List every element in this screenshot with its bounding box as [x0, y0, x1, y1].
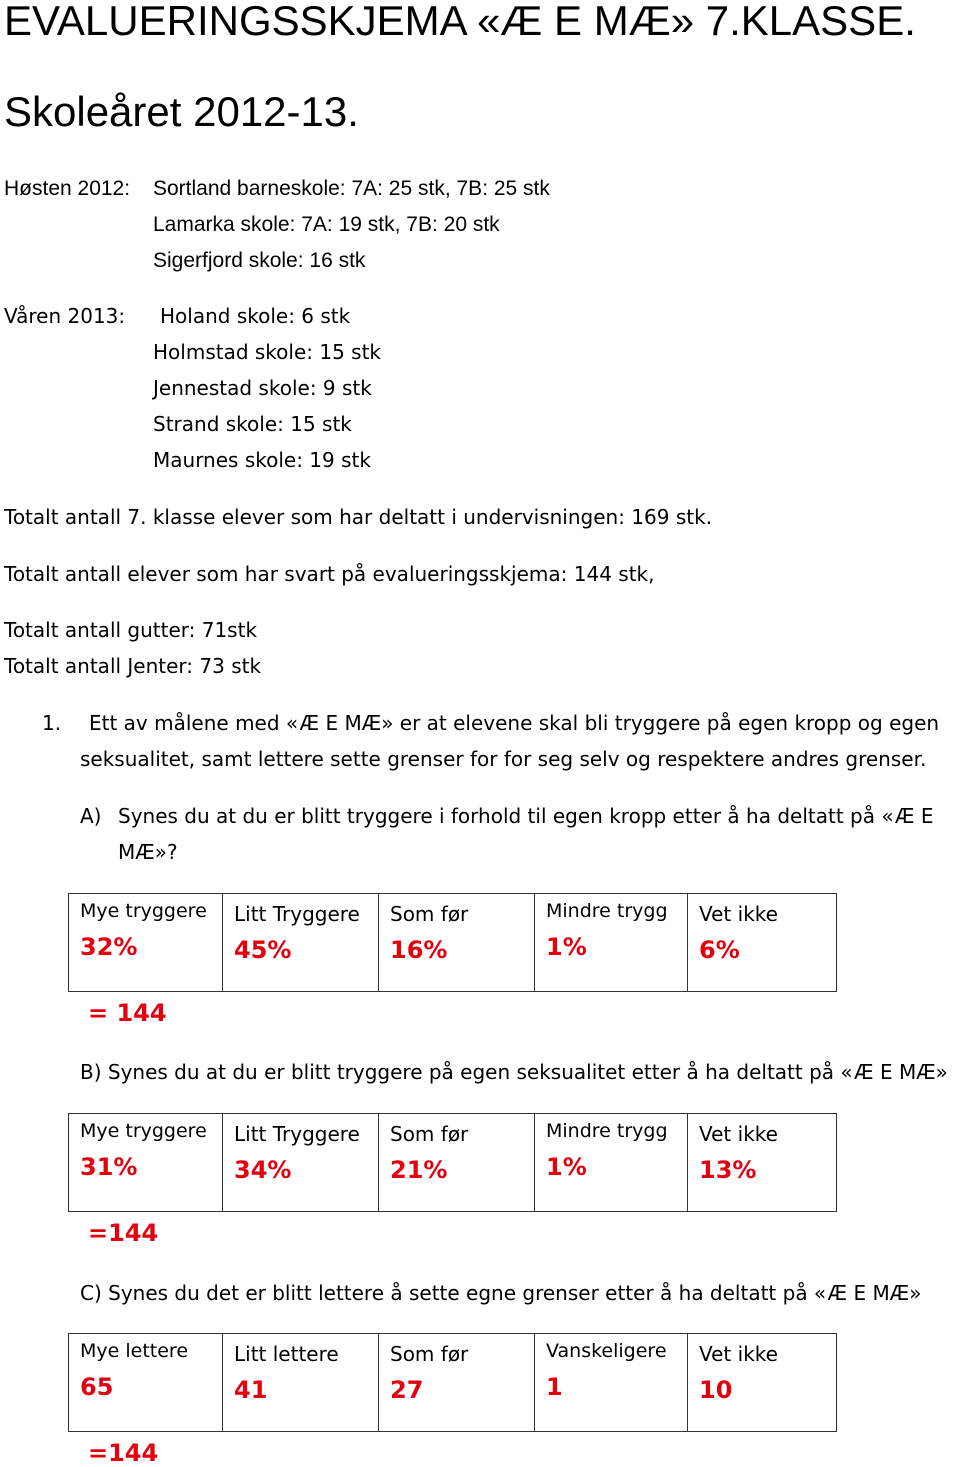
result-cell: [379, 1334, 535, 1432]
answer-value: 65: [80, 1373, 114, 1401]
result-cell: [69, 1114, 223, 1212]
result-cell: [223, 894, 379, 992]
answer-value: 31%: [80, 1153, 138, 1181]
answer-option-label: Vet ikke: [699, 902, 778, 926]
sub-question-a-text: Synes du at du er blitt tryggere i forhold til egen kropp etter å ha deltatt på «Æ E: [118, 804, 934, 828]
answer-option-label: Litt Tryggere: [234, 902, 360, 926]
answer-option-label: Litt Tryggere: [234, 1122, 360, 1146]
school-list-item: Sortland barneskole: 7A: 25 stk, 7B: 25 stk: [153, 177, 550, 200]
result-cell: [223, 1114, 379, 1212]
answer-value: 21%: [390, 1156, 448, 1184]
answer-option-label: Mindre trygg: [546, 900, 668, 922]
answer-value: 1: [546, 1373, 563, 1401]
school-list-item: Holand skole: 6 stk: [160, 304, 351, 328]
result-cell: [223, 1334, 379, 1432]
autumn-label: Høsten 2012:: [4, 177, 131, 200]
answer-value: 32%: [80, 933, 138, 961]
answer-option-label: Litt lettere: [234, 1342, 339, 1366]
result-cell: [688, 894, 837, 992]
sub-question-c-text: C) Synes du det er blitt lettere å sette egne grenser etter å ha deltatt på «Æ E MÆ»: [80, 1281, 922, 1305]
total-girls: Totalt antall Jenter: 73 stk: [4, 654, 262, 678]
total-answered: Totalt antall elever som har svart på evalueringsskjema: 144 stk,: [4, 562, 655, 586]
result-cell: [69, 1334, 223, 1432]
question-text-line: Ett av målene med «Æ E MÆ» er at elevene skal bli tryggere på egen kropp og egen: [89, 711, 940, 735]
spring-label: Våren 2013:: [4, 304, 126, 328]
sub-question-b-text: B) Synes du at du er blitt tryggere på egen seksualitet etter å ha deltatt på «Æ E MÆ»: [80, 1060, 948, 1084]
respondent-total: =144: [88, 1439, 159, 1467]
answer-value: 45%: [234, 936, 292, 964]
answer-value: 1%: [546, 933, 587, 961]
result-cell: [535, 1114, 688, 1212]
school-list-item: Lamarka skole: 7A: 19 stk, 7B: 20 stk: [153, 213, 500, 236]
answer-value: 27: [390, 1376, 424, 1404]
answer-value: 34%: [234, 1156, 292, 1184]
answer-option-label: Mye tryggere: [80, 1120, 207, 1142]
answer-value: 6%: [699, 936, 740, 964]
answer-option-label: Mye lettere: [80, 1340, 189, 1362]
answer-option-label: Vanskeligere: [546, 1340, 667, 1362]
answer-value: 10: [699, 1376, 733, 1404]
result-cell: [535, 1334, 688, 1432]
question-text-line: seksualitet, samt lettere sette grenser for for seg selv og respektere andres grenser.: [80, 747, 927, 771]
school-list-item: Jennestad skole: 9 stk: [153, 376, 372, 400]
school-list-item: Sigerfjord skole: 16 stk: [153, 249, 366, 272]
result-cell: [379, 894, 535, 992]
results-table-a: [68, 893, 837, 992]
question-number: 1.: [42, 711, 62, 735]
sub-question-a-text: MÆ»?: [118, 840, 178, 864]
answer-option-label: Som før: [390, 1122, 469, 1146]
answer-option-label: Vet ikke: [699, 1122, 778, 1146]
answer-value: 16%: [390, 936, 448, 964]
school-list-item: Holmstad skole: 15 stk: [153, 340, 382, 364]
answer-option-label: Mye tryggere: [80, 900, 207, 922]
school-list-item: Maurnes skole: 19 stk: [153, 448, 371, 472]
answer-option-label: Vet ikke: [699, 1342, 778, 1366]
result-cell: [688, 1114, 837, 1212]
school-year-heading: Skoleåret 2012-13.: [4, 88, 359, 135]
result-cell: [688, 1334, 837, 1432]
respondent-total: = 144: [88, 999, 167, 1027]
result-cell: [535, 894, 688, 992]
answer-option-label: Som før: [390, 902, 469, 926]
total-participated: Totalt antall 7. klasse elever som har deltatt i undervisningen: 169 stk.: [4, 505, 713, 529]
respondent-total: =144: [88, 1219, 159, 1247]
answer-value: 13%: [699, 1156, 757, 1184]
document-title: EVALUERINGSSKJEMA «Æ E MÆ» 7.KLASSE.: [4, 0, 916, 44]
answer-option-label: Mindre trygg: [546, 1120, 668, 1142]
answer-option-label: Som før: [390, 1342, 469, 1366]
school-list-item: Strand skole: 15 stk: [153, 412, 352, 436]
sub-question-marker: A): [80, 804, 102, 828]
results-table-b: [68, 1113, 837, 1212]
result-cell: [379, 1114, 535, 1212]
results-table-c: [68, 1333, 837, 1432]
answer-value: 41: [234, 1376, 268, 1404]
total-boys: Totalt antall gutter: 71stk: [4, 618, 258, 642]
answer-value: 1%: [546, 1153, 587, 1181]
result-cell: [69, 894, 223, 992]
